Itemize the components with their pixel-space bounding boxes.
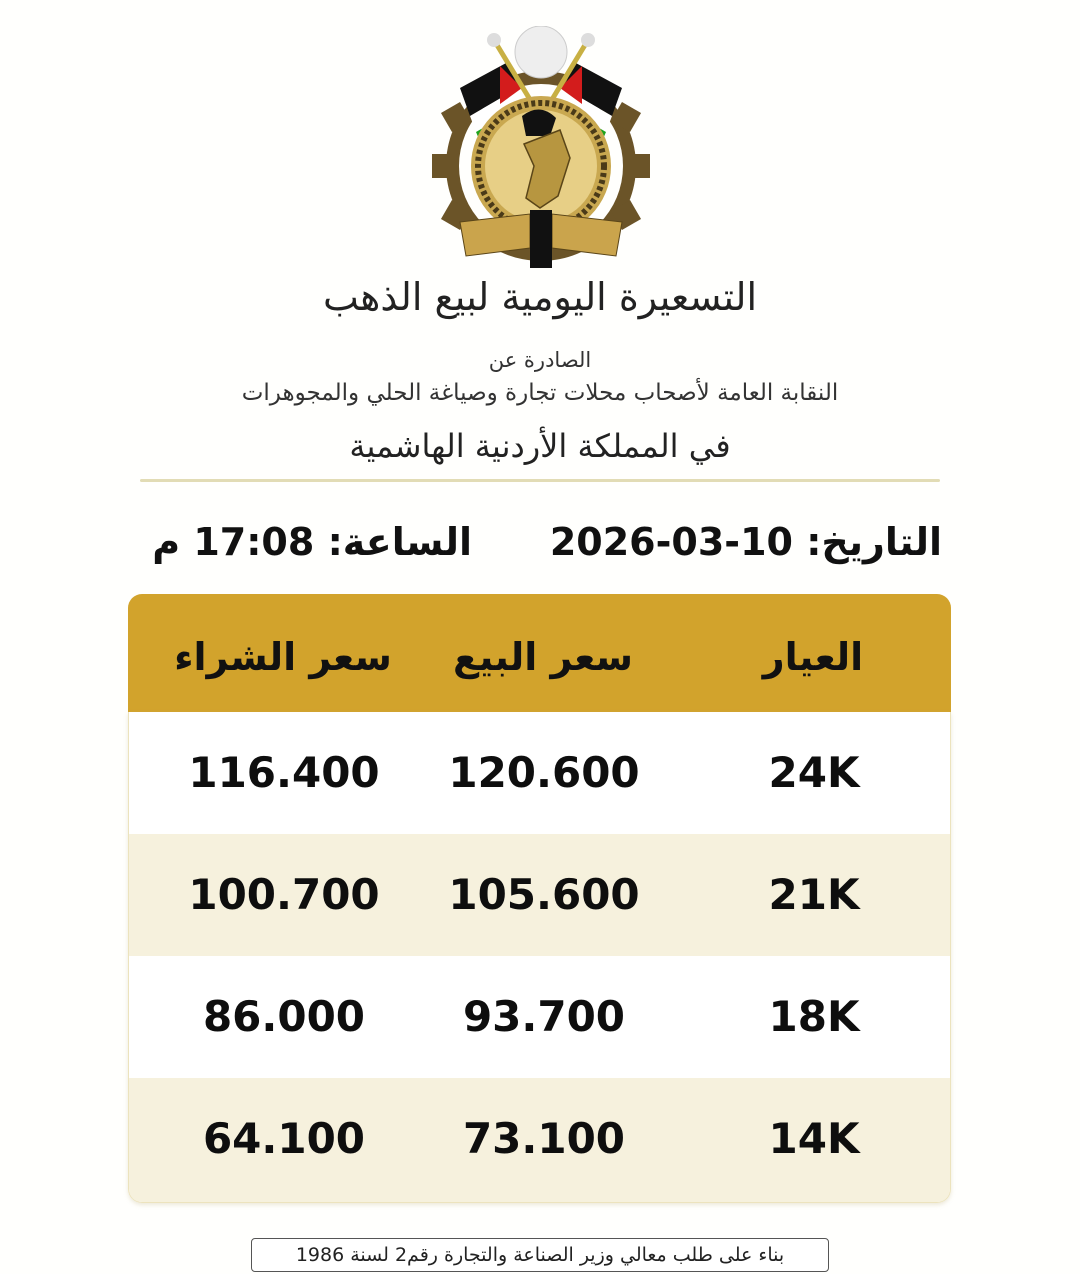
time-label: الساعة: [327, 520, 472, 564]
footer-note: بناء على طلب معالي وزير الصناعة والتجارة رقم2 لسنة 1986 [251, 1238, 829, 1272]
union-name: النقابة العامة لأصحاب محلات تجارة وصياغة الحلي والمجوهرات [241, 380, 839, 406]
table-row [129, 956, 950, 1078]
page-title: التسعيرة اليومية لبيع الذهب [322, 275, 757, 319]
date-field [550, 512, 942, 572]
header-sell-price: سعر البيع [453, 635, 633, 679]
cell-sell-price: 120.600 [448, 748, 640, 797]
cell-karat: 18K [768, 992, 860, 1041]
header-karat: العيار [762, 635, 864, 679]
table-row [129, 712, 950, 834]
cell-buy-price: 116.400 [188, 748, 380, 797]
date-value: 10-03-2026 [549, 520, 793, 564]
cell-buy-price: 100.700 [188, 870, 380, 919]
table-body [128, 712, 951, 1203]
cell-sell-price: 93.700 [462, 992, 626, 1041]
union-logo [430, 26, 652, 270]
cell-sell-price: 105.600 [448, 870, 640, 919]
table-header [128, 594, 951, 714]
time-value: 17:08 م [152, 520, 315, 564]
header-divider [140, 479, 940, 482]
table-row [129, 1078, 950, 1202]
cell-karat: 21K [768, 870, 860, 919]
kingdom-name: في المملكة الأردنية الهاشمية [349, 427, 731, 465]
date-label: التاريخ: [806, 520, 942, 564]
header-buy-price: سعر الشراء [174, 635, 392, 679]
cell-buy-price: 86.000 [202, 992, 366, 1041]
cell-buy-price: 64.100 [202, 1114, 366, 1163]
gold-price-table [128, 594, 951, 1205]
cell-sell-price: 73.100 [462, 1114, 626, 1163]
issued-by-label: الصادرة عن [488, 348, 592, 372]
cell-karat: 24K [768, 748, 860, 797]
table-row [129, 834, 950, 956]
cell-karat: 14K [768, 1114, 860, 1163]
time-field [152, 512, 472, 572]
